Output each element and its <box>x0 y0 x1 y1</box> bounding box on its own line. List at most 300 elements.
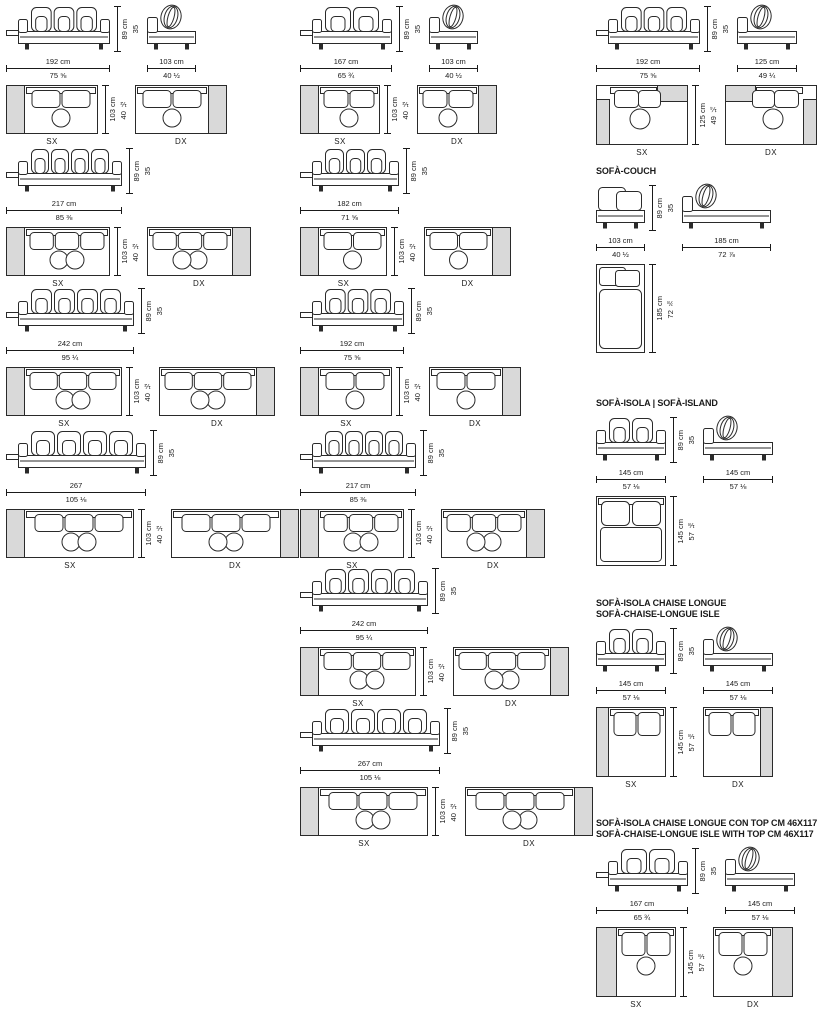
dimension-line <box>300 770 440 771</box>
dimension-inch-label: 35 <box>155 306 164 316</box>
dimension-cm-label: 145 cm <box>725 679 751 688</box>
elev-row <box>300 566 569 642</box>
dimension-cm-label: 89 cm <box>156 442 165 464</box>
width-dimension <box>682 236 771 259</box>
elev-row <box>300 706 593 782</box>
dimension-inch-label: 75 ⅝ <box>49 71 67 80</box>
plan-cell <box>300 509 404 571</box>
section-header-line: SOFÀ-COUCH <box>596 166 656 176</box>
plan-cell <box>300 367 392 429</box>
orientation-label: SX <box>352 699 364 708</box>
dimension-cm-label: 145 cm <box>618 468 644 477</box>
dimension-inch-label: 40 ½ <box>155 523 164 544</box>
plan-view-drawing <box>6 509 134 558</box>
plan-cell <box>300 647 416 709</box>
diagram-group-sofa-isola-chaise-longue <box>596 598 773 790</box>
front-cell <box>596 4 700 80</box>
section-header-line: SOFÀ-ISOLA CHAISE LONGUE <box>596 598 727 608</box>
width-dimension <box>596 899 688 922</box>
dimension-inch-label: 57 ⅛ <box>729 482 747 491</box>
plan-cell <box>596 707 666 790</box>
depth-dimension <box>423 647 446 696</box>
section-header <box>596 398 773 409</box>
front-cell <box>300 566 428 642</box>
diagram-group-sofa-isola-chaise-longue-top <box>596 818 817 1010</box>
dimension-inch-label: 105 ⅛ <box>359 773 381 782</box>
dimension-cm-label: 185 cm <box>655 296 664 321</box>
height-dimension <box>141 288 164 334</box>
width-dimension <box>6 481 146 504</box>
dimension-cm-label: 167 cm <box>629 899 655 908</box>
front-elevation-drawing <box>300 146 399 196</box>
dimension-line <box>652 185 653 231</box>
orientation-label: SX <box>52 279 64 288</box>
plans-row <box>300 509 545 571</box>
plan-view-drawing <box>135 85 227 134</box>
width-dimension <box>300 481 416 504</box>
height-dimension <box>447 708 470 754</box>
plans-row <box>300 227 511 289</box>
plan-cell <box>424 227 511 289</box>
plan-view-drawing <box>300 509 404 558</box>
section-header <box>596 166 771 177</box>
width-dimension <box>596 236 645 259</box>
front-cell <box>300 706 440 782</box>
front-cell <box>596 415 666 491</box>
plan-view-drawing <box>441 509 545 558</box>
plan-view-drawing <box>596 85 688 145</box>
dimension-cm-label: 89 cm <box>120 18 129 40</box>
front-cell <box>300 428 416 504</box>
plan-view-drawing <box>703 707 773 777</box>
depth-dimension <box>673 496 696 566</box>
dimension-cm-label: 145 cm <box>676 518 685 544</box>
plans-row <box>6 85 227 147</box>
dimension-cm-label: 89 cm <box>409 160 418 182</box>
width-dimension <box>300 199 399 222</box>
width-dimension <box>596 679 666 702</box>
orientation-label: DX <box>175 137 187 146</box>
orientation-label: DX <box>747 1000 759 1009</box>
dimension-cm-label: 89 cm <box>426 442 435 464</box>
side-elevation-drawing <box>682 183 771 233</box>
diagram-group-sofa-167-with-chaise-element <box>300 4 497 147</box>
diagram-group-sofa-217 <box>6 146 251 289</box>
dimension-line <box>429 68 478 69</box>
width-dimension <box>737 57 797 80</box>
plans-row <box>6 227 251 289</box>
dimension-inch-label: 35 <box>666 203 675 213</box>
dimension-cm-label: 103 cm <box>120 239 129 264</box>
plan-view-drawing <box>300 227 387 276</box>
plans-row <box>596 707 773 790</box>
plan-view-drawing <box>596 707 666 777</box>
dimension-line <box>411 288 412 334</box>
elev-row <box>6 146 251 222</box>
plan-view-drawing <box>424 227 511 276</box>
dimension-inch-label: 35 <box>420 166 429 176</box>
elev-row <box>596 415 773 491</box>
plans-row <box>300 787 593 849</box>
dimension-cm-label: 145 cm <box>618 679 644 688</box>
side-elevation-drawing <box>725 846 795 896</box>
plan-view-drawing <box>300 787 428 836</box>
dimension-cm-label: 89 cm <box>676 640 685 662</box>
diagram-group-sofa-192-depth-125 <box>596 4 817 158</box>
dimension-line <box>300 210 399 211</box>
front-elevation-drawing <box>596 415 666 465</box>
plan-view-drawing <box>300 647 416 696</box>
plan-view-drawing <box>300 367 392 416</box>
chaise-cell <box>429 4 478 80</box>
plan-view-drawing <box>6 227 110 276</box>
dimension-cm-label: 89 cm <box>132 160 141 182</box>
height-dimension <box>695 848 718 894</box>
chaise-cell <box>682 183 771 259</box>
plan-cell <box>429 367 521 429</box>
dimension-line <box>153 430 154 476</box>
plan-view-drawing <box>429 367 521 416</box>
dimension-line <box>673 496 674 566</box>
dimension-cm-label: 242 cm <box>57 339 83 348</box>
section-header-line: SOFÀ-CHAISE-LONGUE ISLE <box>596 609 720 619</box>
orientation-label: SX <box>64 561 76 570</box>
dimension-inch-label: 95 ¼ <box>355 633 373 642</box>
dimension-cm-label: 267 cm <box>357 759 383 768</box>
plan-view-drawing <box>6 85 98 134</box>
orientation-label: SX <box>334 137 346 146</box>
plan-cell <box>159 367 275 429</box>
section-header <box>596 598 773 620</box>
dimension-line <box>117 227 118 276</box>
section-header-line: SOFÀ-ISOLA CHAISE LONGUE CON TOP CM 46X117 <box>596 818 818 828</box>
dimension-line <box>300 68 392 69</box>
dimension-inch-label: 85 ⅜ <box>349 495 367 504</box>
orientation-label: DX <box>523 839 535 848</box>
front-cell <box>6 428 146 504</box>
dimension-line <box>117 6 118 52</box>
dimension-inch-label: 71 ⅝ <box>341 213 358 222</box>
diagram-group-sofa-267 <box>6 428 299 571</box>
dimension-line <box>387 85 388 134</box>
depth-dimension <box>652 264 675 353</box>
dimension-line <box>703 690 773 691</box>
dimension-line <box>673 707 674 777</box>
dimension-cm-label: 89 cm <box>450 720 459 742</box>
diagram-group-sofa-192-b <box>300 286 521 429</box>
depth-dimension <box>683 927 706 997</box>
dimension-inch-label: 35 <box>167 448 176 458</box>
height-dimension <box>399 6 422 52</box>
elev-row <box>596 846 817 922</box>
dimension-line <box>596 479 666 480</box>
height-dimension <box>153 430 176 476</box>
width-dimension <box>300 339 404 362</box>
dimension-line <box>695 85 696 145</box>
dimension-inch-label: 65 ¾ <box>633 913 651 922</box>
elev-row <box>300 4 497 80</box>
dimension-cm-label: 103 cm <box>108 97 117 122</box>
elev-row <box>596 183 771 259</box>
diagram-group-sofa-couch <box>596 166 771 353</box>
dimension-inch-label: 40 ½ <box>425 523 434 544</box>
plans-row <box>6 367 275 429</box>
dimension-inch-label: 35 <box>721 24 730 34</box>
width-dimension <box>596 57 700 80</box>
side-elevation-drawing <box>703 415 773 465</box>
dimension-inch-label: 35 <box>709 866 718 876</box>
dimension-line <box>129 148 130 194</box>
orientation-label: DX <box>765 148 777 157</box>
dimension-inch-label: 35 <box>449 586 458 596</box>
dimension-line <box>399 367 400 416</box>
width-dimension <box>703 468 773 491</box>
side-elevation-drawing <box>429 4 478 54</box>
diagram-group-sofa-217-b <box>300 428 545 571</box>
plan-cell <box>147 227 251 289</box>
elev-row <box>6 4 227 80</box>
orientation-label: SX <box>58 419 70 428</box>
dimension-line <box>6 350 134 351</box>
depth-dimension <box>387 85 410 134</box>
height-dimension <box>652 185 675 231</box>
chaise-cell <box>725 846 795 922</box>
dimension-line <box>6 492 146 493</box>
orientation-label: DX <box>229 561 241 570</box>
dimension-inch-label: 49 ¼ <box>758 71 776 80</box>
plan-cell <box>453 647 569 709</box>
width-dimension <box>300 619 428 642</box>
dimension-line <box>673 417 674 463</box>
front-elevation-drawing <box>6 4 110 54</box>
side-elevation-drawing <box>147 4 196 54</box>
dimension-inch-label: 85 ⅜ <box>55 213 73 222</box>
dimension-cm-label: 217 cm <box>51 199 77 208</box>
plan-cell <box>596 927 676 1010</box>
height-dimension <box>411 288 434 334</box>
orientation-label: DX <box>469 419 481 428</box>
front-cell <box>596 846 688 922</box>
dimension-cm-label: 103 cm <box>414 521 423 546</box>
dimension-line <box>141 509 142 558</box>
plan-cell <box>441 509 545 571</box>
planL-cell <box>596 85 688 158</box>
dimension-inch-label: 57 ⅛ <box>687 732 696 752</box>
plan-cell <box>713 927 793 1010</box>
width-dimension <box>6 199 122 222</box>
diagram-group-sofa-isola <box>596 398 773 566</box>
front-cell <box>6 146 122 222</box>
height-dimension <box>423 430 446 476</box>
dimension-line <box>435 787 436 836</box>
height-dimension <box>435 568 458 614</box>
dimension-cm-label: 103 cm <box>438 799 447 824</box>
dimension-cm-label: 89 cm <box>438 580 447 602</box>
dimension-cm-label: 145 cm <box>676 729 685 755</box>
dimension-inch-label: 40 ½ <box>408 241 417 262</box>
dimension-inch-label: 35 <box>131 24 140 34</box>
plan-view-drawing <box>417 85 497 134</box>
depth-dimension <box>411 509 434 558</box>
front-elevation-drawing <box>596 626 666 676</box>
dimension-line <box>406 148 407 194</box>
front-cell <box>300 286 404 362</box>
dimension-line <box>129 367 130 416</box>
plan-view-drawing <box>465 787 593 836</box>
dimension-inch-label: 40 ½ <box>445 71 462 80</box>
elev-row <box>596 626 773 702</box>
orientation-label: SX <box>340 419 352 428</box>
dimension-cm-label: 192 cm <box>45 57 71 66</box>
front-elevation-drawing <box>300 706 440 756</box>
width-dimension <box>300 759 440 782</box>
planL-cell <box>725 85 817 158</box>
plans-row <box>596 264 771 353</box>
front-elevation-drawing <box>300 428 416 478</box>
dimension-line <box>596 910 688 911</box>
dimension-line <box>147 68 196 69</box>
section-header <box>596 818 817 840</box>
height-dimension <box>129 148 152 194</box>
height-dimension <box>406 148 429 194</box>
plan-view-drawing <box>300 85 380 134</box>
height-dimension <box>673 417 696 463</box>
dimension-cm-label: 192 cm <box>635 57 661 66</box>
dimension-line <box>737 68 797 69</box>
dimension-inch-label: 35 <box>143 166 152 176</box>
side-elevation-drawing <box>737 4 797 54</box>
orientation-label: SX <box>337 279 350 288</box>
dimension-line <box>6 68 110 69</box>
dimension-line <box>423 430 424 476</box>
front-elevation-drawing <box>6 428 146 478</box>
depth-dimension <box>129 367 152 416</box>
chaise-cell <box>147 4 196 80</box>
depth-dimension <box>141 509 164 558</box>
plan-view-drawing <box>725 85 817 145</box>
depth-dimension <box>673 707 696 777</box>
dimension-inch-label: 40 ½ <box>401 99 410 120</box>
plans-row <box>6 509 299 571</box>
dimension-cm-label: 242 cm <box>351 619 377 628</box>
orientation-label: DX <box>505 699 517 708</box>
dimension-inch-label: 40 ½ <box>612 250 629 259</box>
height-dimension <box>673 628 696 674</box>
dimension-cm-label: 182 cm <box>337 199 362 208</box>
dimension-cm-label: 145 cm <box>725 468 751 477</box>
width-dimension <box>6 339 134 362</box>
plan-cell <box>300 227 387 289</box>
isoplan-cell <box>596 496 666 566</box>
depth-dimension <box>105 85 128 134</box>
dimension-line <box>725 910 795 911</box>
diagram-group-sofa-267-b <box>300 706 593 849</box>
orientation-label: SX <box>630 1000 642 1009</box>
dimension-inch-label: 40 ½ <box>163 71 180 80</box>
plan-cell <box>300 787 428 849</box>
plan-cell <box>465 787 593 849</box>
dimension-inch-label: 75 ⅝ <box>343 353 361 362</box>
diagram-group-sofa-182 <box>300 146 511 289</box>
side-elevation-drawing <box>703 626 773 676</box>
width-dimension <box>300 57 392 80</box>
plan-cell <box>171 509 299 571</box>
dimension-line <box>652 264 653 353</box>
plan-cell <box>6 227 110 289</box>
front-elevation-drawing <box>596 846 688 896</box>
dimension-inch-label: 65 ¾ <box>337 71 355 80</box>
chaise-cell <box>703 415 773 491</box>
dimension-inch-label: 35 <box>461 726 470 736</box>
plan-view-drawing <box>159 367 275 416</box>
elev-row <box>300 428 545 504</box>
dimension-line <box>447 708 448 754</box>
plans-row <box>300 85 497 147</box>
depth-dimension <box>394 227 417 276</box>
dimension-cm-label: 192 cm <box>339 339 365 348</box>
orientation-label: DX <box>461 279 474 288</box>
front-cell <box>300 4 392 80</box>
width-dimension <box>703 679 773 702</box>
plan-cell <box>135 85 227 147</box>
plan-cell <box>417 85 497 147</box>
orientation-label: SX <box>346 561 358 570</box>
plan-cell <box>6 509 134 571</box>
dimension-cm-label: 103 cm <box>426 659 435 684</box>
plan-view-drawing <box>453 647 569 696</box>
dimension-cm-label: 267 <box>69 481 83 490</box>
plan-view-drawing <box>6 367 122 416</box>
width-dimension <box>429 57 478 80</box>
elev-row <box>596 4 817 80</box>
dimension-inch-label: 105 ⅛ <box>65 495 87 504</box>
front-elevation-drawing <box>6 286 134 336</box>
dimension-inch-label: 40 ½ <box>449 801 458 822</box>
plans-row <box>596 927 817 1010</box>
dimension-inch-label: 75 ⅝ <box>639 71 657 80</box>
dimension-line <box>695 848 696 894</box>
orientation-label: DX <box>451 137 463 146</box>
front-elevation-drawing <box>596 4 700 54</box>
diagram-group-sofa-242 <box>6 286 275 429</box>
dimension-cm-label: 89 cm <box>698 860 707 882</box>
dimension-cm-label: 217 cm <box>345 481 371 490</box>
dimension-inch-label: 40 ½ <box>119 99 128 120</box>
dimension-line <box>300 630 428 631</box>
dimension-inch-label: 40 ½ <box>143 381 152 402</box>
width-dimension <box>6 57 110 80</box>
dimension-inch-label: 35 <box>437 448 446 458</box>
dimension-cm-label: 125 cm <box>754 57 780 66</box>
height-dimension <box>707 6 730 52</box>
orientation-label: DX <box>211 419 223 428</box>
couchfront-cell <box>596 183 645 259</box>
plan-cell <box>6 367 122 429</box>
dimension-line <box>703 479 773 480</box>
dimension-line <box>435 568 436 614</box>
dimension-cm-label: 89 cm <box>402 18 411 40</box>
dimension-inch-label: 72 ⅞ <box>718 250 735 259</box>
dimension-line <box>411 509 412 558</box>
dimension-inch-label: 95 ¼ <box>61 353 79 362</box>
dimension-line <box>707 6 708 52</box>
front-cell <box>596 626 666 702</box>
dimension-cm-label: 89 cm <box>655 197 664 219</box>
dimension-cm-label: 185 cm <box>714 236 739 245</box>
dimension-cm-label: 103 cm <box>159 57 184 66</box>
depth-dimension <box>399 367 422 416</box>
orientation-label: DX <box>732 780 744 789</box>
